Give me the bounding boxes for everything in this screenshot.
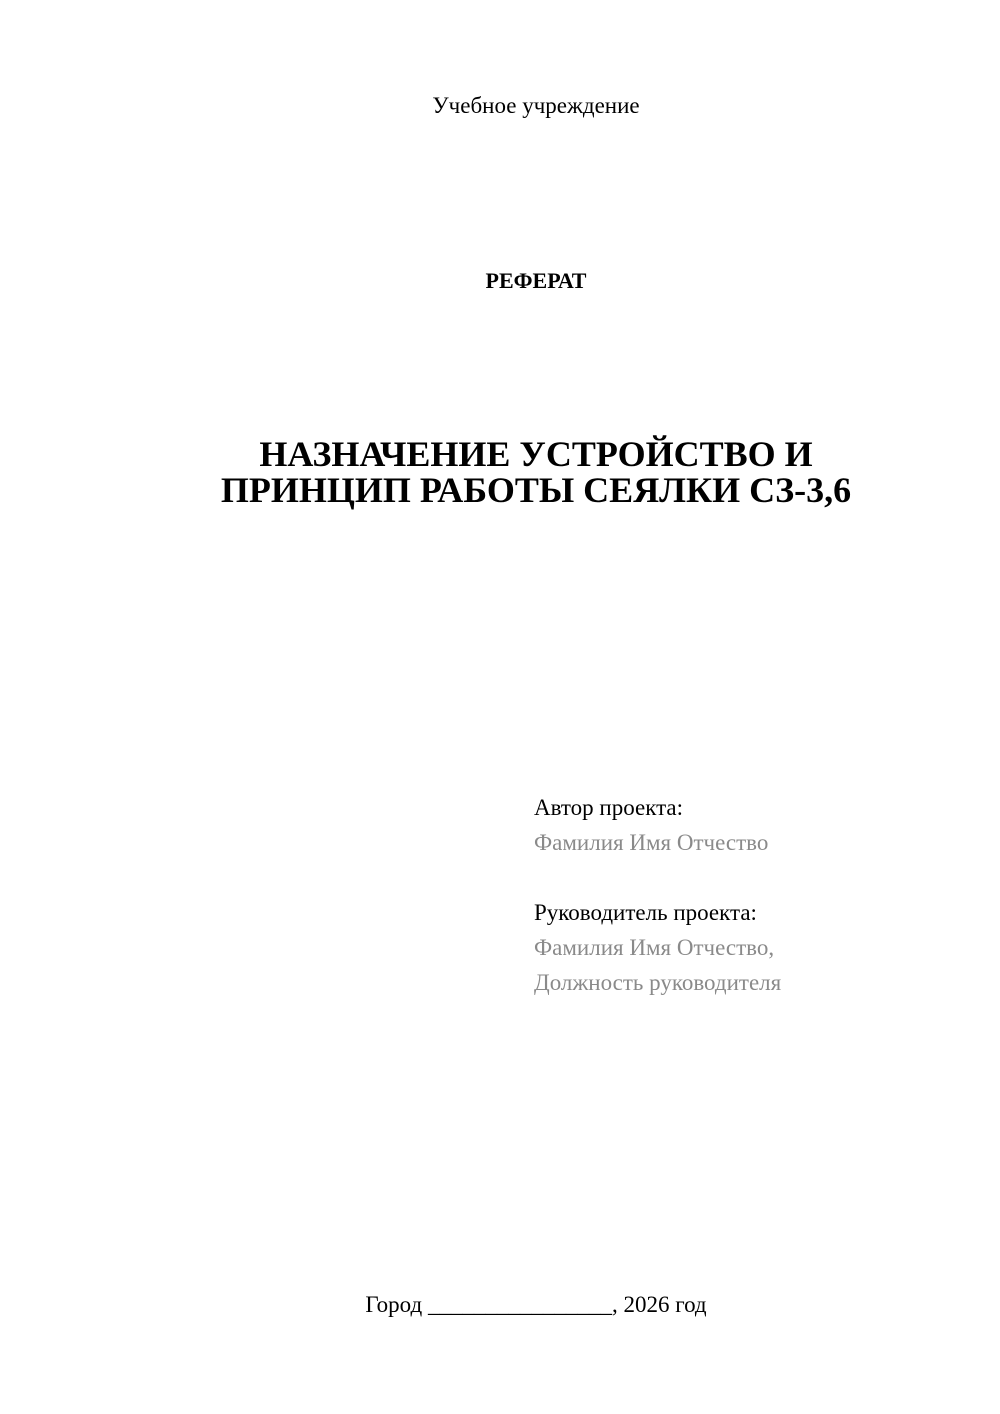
city-year-line: Город ________________, 2026 год [365, 1292, 707, 1317]
supervisor-name-placeholder: Фамилия Имя Отчество, [534, 935, 775, 960]
document-title-line-2: ПРИНЦИП РАБОТЫ СЕЯЛКИ СЗ-3,6 [220, 470, 852, 510]
institution-name: Учебное учреждение [432, 93, 640, 118]
block-spacer [534, 860, 974, 895]
author-label: Автор проекта: [534, 795, 683, 820]
supervisor-label: Руководитель проекта: [534, 900, 757, 925]
supervisor-position-placeholder: Должность руководителя [534, 970, 782, 995]
document-type: РЕФЕРАТ [485, 268, 587, 293]
document-title [0, 436, 1000, 508]
project-people-block [534, 790, 974, 1000]
document-title-line-1: НАЗНАЧЕНИЕ УСТРОЙСТВО И [259, 434, 813, 474]
author-name-placeholder: Фамилия Имя Отчество [534, 830, 769, 855]
